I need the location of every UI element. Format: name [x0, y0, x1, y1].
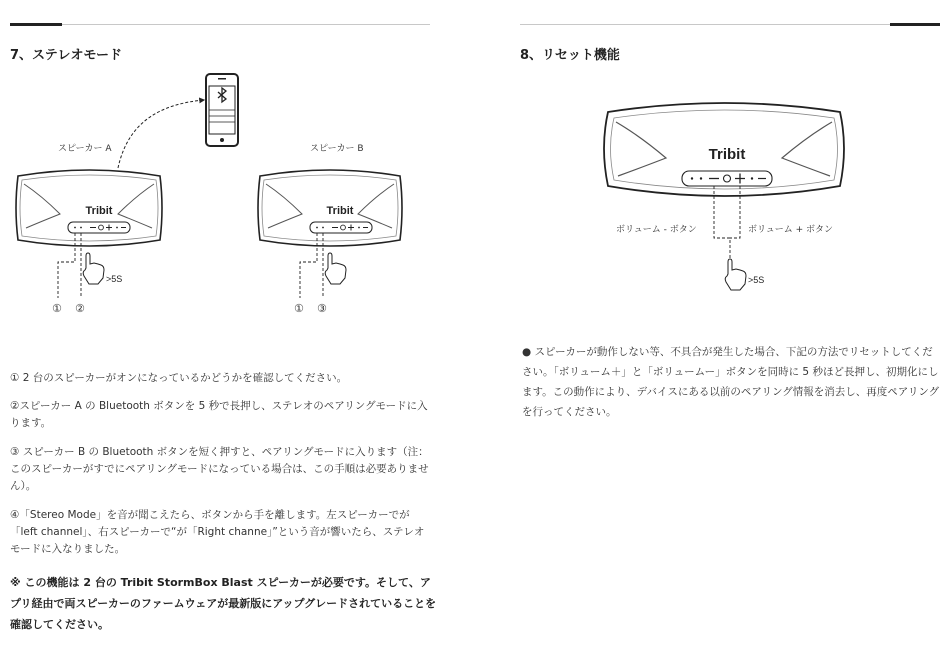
hold-time-label-a: >5S — [106, 274, 123, 284]
reset-instruction: ● スピーカーが動作しない等、不具合が発生した場合、下記の方法でリセットしてください。「ボリューム＋」と「ボリュームー」ボタンを同時に 5 秒ほど長押し、初期化にします。この動作により、デバイスにある以前のペアリング情報を消去し、再度ペアリングを行ってください。 — [522, 346, 940, 418]
speaker-b-label: スピーカー B — [310, 144, 364, 154]
speaker-a-label: スピーカー A — [58, 144, 112, 154]
reset-function-title: 8、リセット機能 — [520, 48, 620, 63]
step-marker-3: ③ — [317, 302, 327, 315]
reset-speaker-brand: Tribit — [708, 146, 746, 163]
step-3: ③ スピーカー B の Bluetooth ボタンを短く押すと、ペアリングモードに入ります（注：このスピーカーがすでにペアリングモードになっている場合は、この手順は必要ありません）。 — [10, 446, 429, 492]
volume-plus-label: ボリューム + ボタン — [748, 225, 833, 235]
hold-time-label-reset: >5S — [748, 275, 765, 285]
step-marker-1b: ① — [294, 302, 304, 315]
hand-press-icon — [325, 253, 346, 284]
step-1: ① 2 台のスピーカーがオンになっているかどうかを確認してください。 — [10, 372, 348, 384]
speaker-a-brand: Tribit — [85, 205, 113, 217]
reset-speaker — [604, 103, 844, 196]
step-marker-1: ① — [52, 302, 62, 315]
speaker-a — [16, 170, 162, 246]
stereo-mode-title: 7、ステレオモード — [10, 48, 123, 63]
speaker-b — [258, 170, 402, 246]
hand-press-icon — [83, 253, 104, 284]
speaker-b-brand: Tribit — [326, 205, 354, 217]
smartphone-icon — [206, 74, 238, 146]
step-4: ④「Stereo Mode」を音が聞こえたら、ボタンから手を離します。左スピーカーでが「left channel」、右スピーカーで“が「Right channe」”という音が響いたら、ステレオモードに入なりました。 — [10, 509, 425, 555]
step-marker-2: ② — [75, 302, 85, 315]
volume-minus-label: ボリューム - ボタン — [616, 225, 697, 235]
hand-press-icon — [725, 259, 746, 290]
requirement-note: ※ この機能は 2 台の Tribit StormBox Blast スピーカーが必要です。そして、アプリ経由で両スピーカーのファームウェアが最新版にアップグレードされていることを確認してください。 — [10, 576, 437, 631]
step-2: ②スピーカー A の Bluetooth ボタンを 5 秒で長押し、ステレオのペアリングモードに入ります。 — [10, 400, 428, 429]
